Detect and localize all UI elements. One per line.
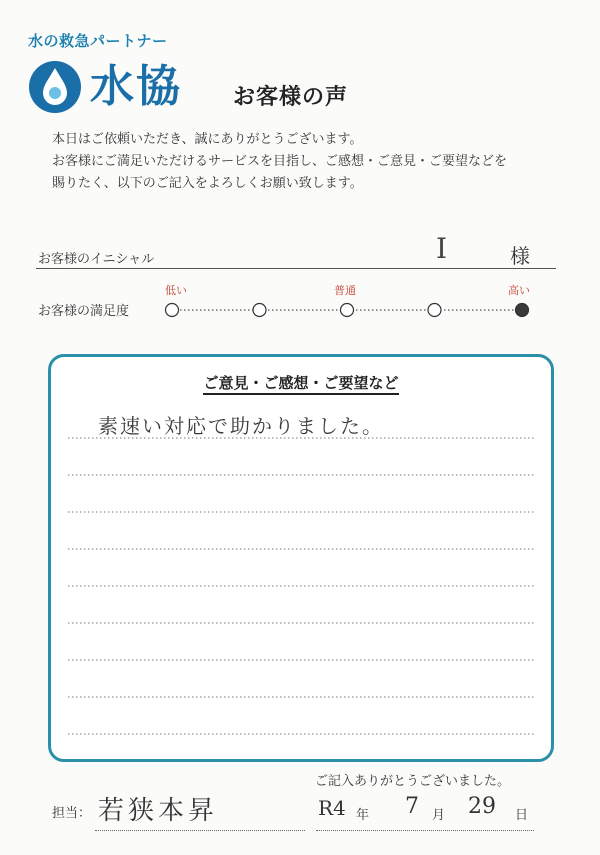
scale-low-label: 低い — [165, 284, 187, 297]
satisfaction-option-2[interactable] — [253, 304, 266, 317]
comment-heading-text: ご意見・ご感想・ご要望など — [203, 374, 398, 395]
scale-high-label: 高い — [508, 284, 530, 297]
thanks-message: ご記入ありがとうございました。 — [315, 774, 511, 789]
comment-text[interactable]: 素速い対応で助かりました。 — [98, 414, 384, 438]
day-value[interactable]: 29 — [468, 794, 496, 819]
brand-logo-text: 水協 — [90, 61, 182, 112]
intro-line-1: 本日はご依頼いただき、誠にありがとうございます。 — [52, 132, 363, 147]
satisfaction-option-4[interactable] — [428, 304, 441, 317]
era-year-value[interactable]: R4 — [318, 796, 346, 820]
water-drop-logo-icon — [26, 58, 84, 116]
satisfaction-label: お客様の満足度 — [38, 304, 130, 319]
comment-ruled-lines — [68, 400, 534, 750]
staff-underline — [95, 830, 305, 831]
intro-line-2: お客様にご満足いただけるサービスを目指し、ご感想・ご意見・ご要望などを — [52, 154, 508, 169]
comment-heading — [48, 372, 554, 393]
year-unit: 年 — [356, 808, 370, 823]
satisfaction-option-3[interactable] — [341, 304, 354, 317]
initial-label: お客様のイニシャル — [38, 252, 155, 267]
satisfaction-scale[interactable] — [162, 300, 532, 320]
honorific-label: 様 — [510, 244, 530, 268]
day-unit: 日 — [515, 808, 529, 823]
satisfaction-option-1[interactable] — [166, 304, 179, 317]
date-underline — [316, 830, 534, 831]
staff-label: 担当： — [52, 806, 92, 821]
month-unit: 月 — [432, 808, 446, 823]
initial-field[interactable]: I — [436, 232, 448, 265]
initial-underline — [36, 268, 556, 269]
staff-name[interactable]: 若狭本昇 — [98, 796, 219, 826]
tagline: 水の救急パートナー — [28, 32, 168, 50]
month-value[interactable]: 7 — [405, 794, 419, 819]
intro-line-3: 賜りたく、以下のご記入をよろしくお願い致します。 — [52, 176, 363, 191]
satisfaction-option-5[interactable] — [516, 304, 529, 317]
scale-mid-label: 普通 — [334, 284, 356, 297]
page-title: お客様の声 — [233, 85, 349, 110]
